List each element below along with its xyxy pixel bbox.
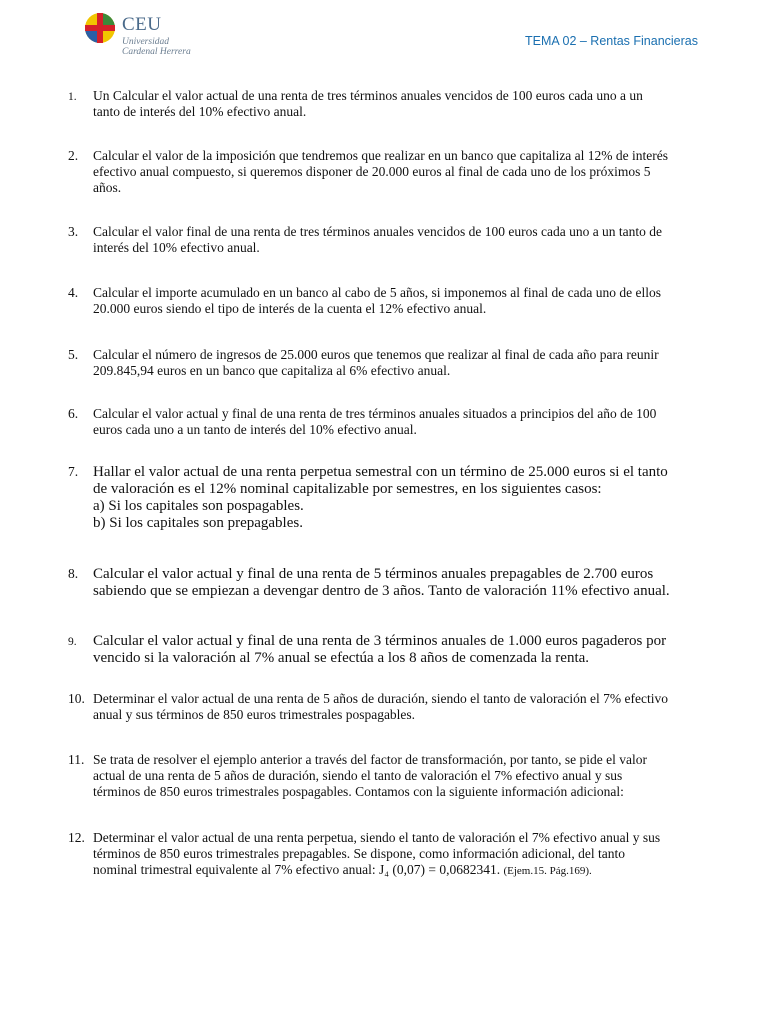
exercise-text-line: Calcular el valor final de una renta de tres términos anuales vencidos de 100 euros cada uno a un tanto de xyxy=(93,224,663,239)
ceu-emblem-icon xyxy=(84,12,116,44)
exercise-text-line: 209.845,94 euros en un banco que capitaliza al 6% efectivo anual. xyxy=(93,363,451,378)
exercise-number: 5. xyxy=(68,347,79,362)
exercise-number: 8. xyxy=(68,566,79,581)
exercise-text-line: actual de una renta de 5 años de duración, siendo el tanto de valoración el 7% efectivo anual y sus xyxy=(93,768,623,783)
exercise-text-line: tanto de interés del 10% efectivo anual. xyxy=(93,104,307,119)
exercise-number: 2. xyxy=(68,148,79,163)
exercise-text-line: de valoración es el 12% nominal capitalizable por semestres, en los siguientes casos: xyxy=(93,481,602,497)
exercise-text-line: Calcular el valor actual y final de una renta de tres términos anuales situados a principios del año de 100 xyxy=(93,406,657,421)
exercise-number: 6. xyxy=(68,406,79,421)
exercise-number: 1. xyxy=(68,91,77,103)
exercise-text-line: a) Si los capitales son pospagables. xyxy=(93,498,304,514)
exercise-text-line: euros cada uno a un tanto de interés del 10% efectivo anual. xyxy=(93,422,417,437)
exercise-number: 12. xyxy=(68,830,85,845)
page-header xyxy=(0,0,768,70)
exercise-text-line: b) Si los capitales son prepagables. xyxy=(93,515,303,531)
exercise-text-line: vencido si la valoración al 7% anual se efectúa a los 8 años de comenzada la renta. xyxy=(93,650,590,666)
exercise-text-line: Calcular el número de ingresos de 25.000 euros que tenemos que realizar al final de cada año para reunir xyxy=(93,347,659,362)
exercise-text-line: Calcular el valor de la imposición que tendremos que realizar en un banco que capitaliza al 12% de interés xyxy=(93,148,669,163)
document-title: TEMA 02 – Rentas Financieras xyxy=(525,34,698,48)
exercise-text-line: términos de 850 euros trimestrales prepagables. Se dispone, como información adicional, del tanto xyxy=(93,846,625,861)
exercise-number: 4. xyxy=(68,285,79,300)
exercise-text-line: Calcular el importe acumulado en un banco al cabo de 5 años, si imponemos al final de cada uno de ellos xyxy=(93,285,661,300)
logo-name: CEU xyxy=(122,14,162,35)
exercise-text-line: sabiendo que se empiezan a devengar dentro de 3 años. Tanto de valoración 11% efectivo anual. xyxy=(93,583,670,599)
exercise-text-line: Calcular el valor actual y final de una renta de 3 términos anuales de 1.000 euros pagaderos por xyxy=(93,633,667,649)
exercise-text-line-main: nominal trimestral equivalente al 7% efectivo anual: J₄ (0,07) = 0,0682341. xyxy=(93,862,501,877)
exercise-text-line: Determinar el valor actual de una renta perpetua, siendo el tanto de valoración el 7% efectivo anual y sus xyxy=(93,830,661,845)
exercise-text-line: interés del 10% efectivo anual. xyxy=(93,240,260,255)
exercise-number: 9. xyxy=(68,636,77,648)
exercise-number: 11. xyxy=(68,752,85,767)
exercise-text-line: términos de 850 euros trimestrales pospagables. Contamos con la siguiente información adicional: xyxy=(93,784,624,799)
exercise-text-line: Se trata de resolver el ejemplo anterior a través del factor de transformación, por tanto, se pide el valor xyxy=(93,752,648,767)
exercise-text-line: Calcular el valor actual y final de una renta de 5 términos anuales prepagables de 2.700 euros xyxy=(93,566,654,582)
exercise-number: 3. xyxy=(68,224,79,239)
exercise-text-line: años. xyxy=(93,180,122,195)
exercise-text-line: anual y sus términos de 850 euros trimestrales pospagables. xyxy=(93,707,416,722)
exercise-text-line: 20.000 euros siendo el tipo de interés de la cuenta el 12% efectivo anual. xyxy=(93,301,487,316)
exercise-number: 7. xyxy=(68,464,79,479)
exercise-text-line: Hallar el valor actual de una renta perpetua semestral con un término de 25.000 euros si el tanto xyxy=(93,464,668,480)
logo-subtitle: Universidad xyxy=(122,37,169,47)
ceu-logo xyxy=(84,12,244,58)
book-reference: (Ejem.15. Pág.169). xyxy=(503,865,592,877)
exercise-text-line: Determinar el valor actual de una renta de 5 años de duración, siendo el tanto de valoración el 7% efectivo xyxy=(93,691,669,706)
exercise-number: 10. xyxy=(68,691,85,706)
exercise-text-line xyxy=(93,862,704,879)
exercise-text-line: Un Calcular el valor actual de una renta de tres términos anuales vencidos de 100 euros cada uno a un xyxy=(93,88,643,103)
logo-subtitle: Cardenal Herrera xyxy=(122,47,191,57)
exercise-text-line: efectivo anual compuesto, si queremos disponer de 20.000 euros al final de cada uno de los próximos 5 xyxy=(93,164,651,179)
